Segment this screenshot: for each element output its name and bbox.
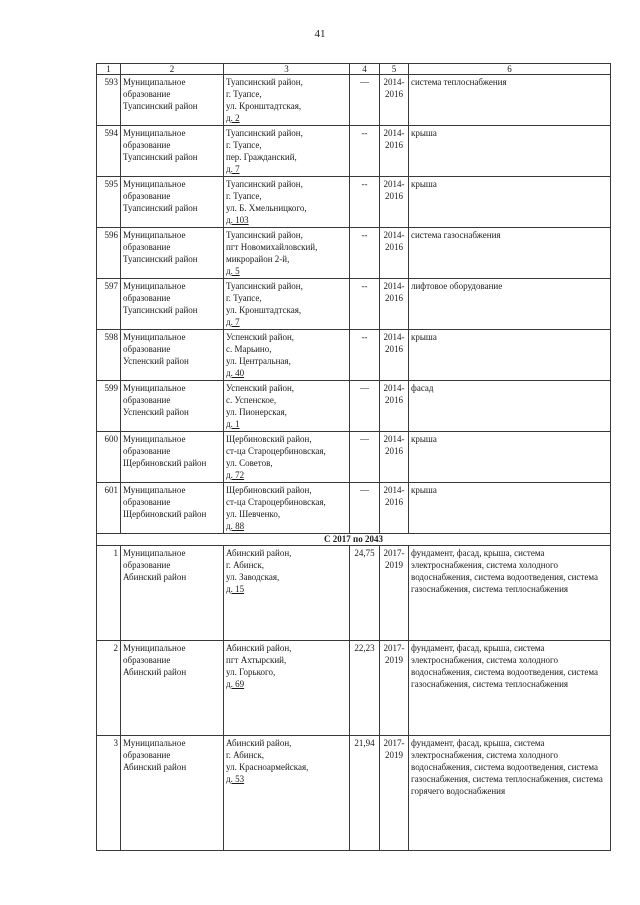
municipality-cell xyxy=(121,432,224,483)
address-cell xyxy=(224,228,350,279)
period-cell xyxy=(380,279,409,330)
period-cell xyxy=(380,546,409,641)
row-number-cell: 2 xyxy=(97,641,121,736)
municipality-cell xyxy=(121,641,224,736)
cell-line: д. 7 xyxy=(226,164,240,174)
cell-line: Муниципальное xyxy=(123,738,186,748)
cell-line: Туапсинский район, xyxy=(226,179,303,189)
row-number-cell: 595 xyxy=(97,177,121,228)
municipality-cell xyxy=(121,228,224,279)
cell-line: Абинский район xyxy=(123,572,187,582)
municipality-cell xyxy=(121,279,224,330)
cell-line: Абинский район, xyxy=(226,738,292,748)
cell-line: Муниципальное xyxy=(123,643,186,653)
cell-line: образование xyxy=(123,89,171,99)
works-cell: фасад xyxy=(409,381,611,432)
cell-line: Щербиновский район, xyxy=(226,434,312,444)
cell-line: 2016 xyxy=(385,395,403,405)
area-cell: 24,75 xyxy=(350,546,380,641)
cell-line: 2017- xyxy=(383,643,405,653)
municipality-cell xyxy=(121,177,224,228)
cell-line: ул. Горького, xyxy=(226,667,276,677)
cell-line: 2016 xyxy=(385,497,403,507)
cell-line: Туапсинский район, xyxy=(226,77,303,87)
cell-line: 2014- xyxy=(383,77,405,87)
cell-line: Щербиновский район xyxy=(123,458,207,468)
cell-line: д. 5 xyxy=(226,266,240,276)
area-cell: — xyxy=(350,432,380,483)
municipality-cell xyxy=(121,75,224,126)
period-cell xyxy=(380,432,409,483)
cell-line: Щербиновский район xyxy=(123,509,207,519)
table-row xyxy=(97,279,611,330)
cell-line: ул. Центральная, xyxy=(226,356,291,366)
cell-line: образование xyxy=(123,446,171,456)
cell-line: Абинский район, xyxy=(226,643,292,653)
row-number-cell: 601 xyxy=(97,483,121,534)
cell-line: Туапсинский район xyxy=(123,152,198,162)
cell-line: г. Абинск, xyxy=(226,750,265,760)
column-number: 2 xyxy=(121,64,224,75)
cell-line: 2016 xyxy=(385,293,403,303)
table-row xyxy=(97,381,611,432)
address-cell xyxy=(224,330,350,381)
table-row xyxy=(97,126,611,177)
works-cell: фундамент, фасад, крыша, система электроснабжения, система холодного водоснабжения, система водоотведения, система газоснабжения, система теплоснабжения xyxy=(409,546,611,641)
period-cell xyxy=(380,641,409,736)
period-cell xyxy=(380,75,409,126)
cell-line: 2017- xyxy=(383,548,405,558)
column-number: 6 xyxy=(409,64,611,75)
cell-line: ул. Шевченко, xyxy=(226,509,281,519)
cell-line: ул. Б. Хмельницкого, xyxy=(226,203,307,213)
cell-line: образование xyxy=(123,560,171,570)
address-cell xyxy=(224,177,350,228)
table-row xyxy=(97,432,611,483)
cell-line: Абинский район, xyxy=(226,548,292,558)
cell-line: ул. Заводская, xyxy=(226,572,280,582)
cell-line: 2016 xyxy=(385,89,403,99)
cell-line: д. 69 xyxy=(226,679,245,689)
municipality-cell xyxy=(121,381,224,432)
period-cell xyxy=(380,736,409,851)
municipality-cell xyxy=(121,483,224,534)
address-cell xyxy=(224,126,350,177)
works-cell: фундамент, фасад, крыша, система электроснабжения, система холодного водоснабжения, система водоотведения, система газоснабжения, система теплоснабжения xyxy=(409,641,611,736)
cell-line: Успенский район, xyxy=(226,383,295,393)
column-number: 3 xyxy=(224,64,350,75)
works-cell: крыша xyxy=(409,126,611,177)
cell-line: Муниципальное xyxy=(123,383,186,393)
cell-line: Муниципальное xyxy=(123,434,186,444)
area-cell: 22,23 xyxy=(350,641,380,736)
section-row xyxy=(97,534,611,546)
area-cell: -- xyxy=(350,228,380,279)
cell-line: Муниципальное xyxy=(123,485,186,495)
cell-line: Туапсинский район xyxy=(123,203,198,213)
cell-line: 2014- xyxy=(383,485,405,495)
row-number-cell: 599 xyxy=(97,381,121,432)
table-row xyxy=(97,736,611,851)
column-number-row xyxy=(97,64,611,75)
cell-line: образование xyxy=(123,140,171,150)
cell-line: Муниципальное xyxy=(123,281,186,291)
cell-line: образование xyxy=(123,293,171,303)
cell-line: 2016 xyxy=(385,140,403,150)
row-number-cell: 1 xyxy=(97,546,121,641)
table-row xyxy=(97,228,611,279)
cell-line: с. Успенское, xyxy=(226,395,277,405)
cell-line: Абинский район xyxy=(123,762,187,772)
cell-line: Туапсинский район, xyxy=(226,230,303,240)
works-cell: крыша xyxy=(409,330,611,381)
cell-line: г. Туапсе, xyxy=(226,293,262,303)
cell-line: Успенский район, xyxy=(226,332,295,342)
cell-line: Туапсинский район, xyxy=(226,281,303,291)
period-cell xyxy=(380,228,409,279)
cell-line: Муниципальное xyxy=(123,332,186,342)
row-number-cell: 593 xyxy=(97,75,121,126)
cell-line: 2019 xyxy=(385,560,403,570)
cell-line: г. Туапсе, xyxy=(226,140,262,150)
cell-line: д. 7 xyxy=(226,317,240,327)
works-cell: крыша xyxy=(409,432,611,483)
municipality-cell xyxy=(121,546,224,641)
cell-line: 2014- xyxy=(383,332,405,342)
cell-line: д. 103 xyxy=(226,215,249,225)
period-cell xyxy=(380,330,409,381)
cell-line: образование xyxy=(123,497,171,507)
cell-line: Туапсинский район, xyxy=(226,128,303,138)
table-row xyxy=(97,641,611,736)
cell-line: 2014- xyxy=(383,128,405,138)
table-row xyxy=(97,546,611,641)
cell-line: ст-ца Староцербиновская, xyxy=(226,446,326,456)
cell-line: Муниципальное xyxy=(123,77,186,87)
cell-line: г. Туапсе, xyxy=(226,191,262,201)
page-number: 41 xyxy=(314,28,326,40)
cell-line: 2016 xyxy=(385,446,403,456)
cell-line: Успенский район xyxy=(123,356,189,366)
area-cell: 21,94 xyxy=(350,736,380,851)
cell-line: Муниципальное xyxy=(123,230,186,240)
cell-line: д. 15 xyxy=(226,584,245,594)
cell-line: образование xyxy=(123,191,171,201)
column-number: 5 xyxy=(380,64,409,75)
cell-line: Муниципальное xyxy=(123,128,186,138)
cell-line: образование xyxy=(123,242,171,252)
cell-line: д. 72 xyxy=(226,470,245,480)
works-cell: фундамент, фасад, крыша, система электроснабжения, система холодного водоснабжения, система водоотведения, система газоснабжения, система теплоснабжения, система горячего водоснабжения xyxy=(409,736,611,851)
works-cell: система теплоснабжения xyxy=(409,75,611,126)
cell-line: д. 88 xyxy=(226,521,245,531)
cell-line: 2014- xyxy=(383,383,405,393)
cell-line: Туапсинский район xyxy=(123,101,198,111)
row-number-cell: 594 xyxy=(97,126,121,177)
cell-line: пгт Ахтырский, xyxy=(226,655,287,665)
cell-line: микрорайон 2-й, xyxy=(226,254,290,264)
cell-line: 2016 xyxy=(385,242,403,252)
works-cell: лифтовое оборудование xyxy=(409,279,611,330)
period-cell xyxy=(380,381,409,432)
cell-line: образование xyxy=(123,750,171,760)
cell-line: пер. Гражданский, xyxy=(226,152,297,162)
row-number-cell: 596 xyxy=(97,228,121,279)
works-cell: крыша xyxy=(409,483,611,534)
cell-line: 2014- xyxy=(383,281,405,291)
cell-line: образование xyxy=(123,655,171,665)
cell-line: 2014- xyxy=(383,179,405,189)
cell-line: ул. Кронштадтская, xyxy=(226,101,302,111)
address-cell xyxy=(224,279,350,330)
address-cell xyxy=(224,432,350,483)
cell-line: г. Абинск, xyxy=(226,560,265,570)
cell-line: ул. Пионерская, xyxy=(226,407,287,417)
cell-line: Щербиновский район, xyxy=(226,485,312,495)
period-cell xyxy=(380,177,409,228)
address-cell xyxy=(224,546,350,641)
row-number-cell: 3 xyxy=(97,736,121,851)
cell-line: образование xyxy=(123,344,171,354)
cell-line: 2014- xyxy=(383,434,405,444)
cell-line: г. Туапсе, xyxy=(226,89,262,99)
area-cell: — xyxy=(350,381,380,432)
cell-line: 2017- xyxy=(383,738,405,748)
address-cell xyxy=(224,75,350,126)
cell-line: с. Марьино, xyxy=(226,344,272,354)
row-number-cell: 600 xyxy=(97,432,121,483)
column-number: 1 xyxy=(97,64,121,75)
address-cell xyxy=(224,381,350,432)
municipality-cell xyxy=(121,736,224,851)
area-cell: -- xyxy=(350,126,380,177)
cell-line: Абинский район xyxy=(123,667,187,677)
cell-line: д. 2 xyxy=(226,113,240,123)
row-number-cell: 597 xyxy=(97,279,121,330)
works-cell: крыша xyxy=(409,177,611,228)
cell-line: ул. Советов, xyxy=(226,458,273,468)
address-cell xyxy=(224,483,350,534)
address-cell xyxy=(224,641,350,736)
table-row xyxy=(97,483,611,534)
area-cell: -- xyxy=(350,330,380,381)
cell-line: 2019 xyxy=(385,750,403,760)
cell-line: Туапсинский район xyxy=(123,305,198,315)
municipality-cell xyxy=(121,126,224,177)
row-number-cell: 598 xyxy=(97,330,121,381)
cell-line: Успенский район xyxy=(123,407,189,417)
works-cell: система газоснабжения xyxy=(409,228,611,279)
cell-line: ул. Красноармейская, xyxy=(226,762,309,772)
cell-line: Муниципальное xyxy=(123,179,186,189)
area-cell: -- xyxy=(350,279,380,330)
column-number: 4 xyxy=(350,64,380,75)
cell-line: д. 1 xyxy=(226,419,240,429)
municipality-cell xyxy=(121,330,224,381)
cell-line: ул. Кронштадтская, xyxy=(226,305,302,315)
cell-line: 2016 xyxy=(385,191,403,201)
cell-line: пгт Новомихайловский, xyxy=(226,242,318,252)
area-cell: — xyxy=(350,483,380,534)
cell-line: ст-ца Староцербиновская, xyxy=(226,497,326,507)
cell-line: 2014- xyxy=(383,230,405,240)
cell-line: д. 40 xyxy=(226,368,245,378)
address-cell xyxy=(224,736,350,851)
cell-line: образование xyxy=(123,395,171,405)
table-row xyxy=(97,75,611,126)
cell-line: Муниципальное xyxy=(123,548,186,558)
cell-line: Туапсинский район xyxy=(123,254,198,264)
period-cell xyxy=(380,126,409,177)
cell-line: д. 53 xyxy=(226,774,245,784)
section-title: С 2017 по 2043 xyxy=(97,534,611,546)
table-row xyxy=(97,330,611,381)
area-cell: -- xyxy=(350,177,380,228)
table-row xyxy=(97,177,611,228)
cell-line: 2016 xyxy=(385,344,403,354)
period-cell xyxy=(380,483,409,534)
area-cell: — xyxy=(350,75,380,126)
cell-line: 2019 xyxy=(385,655,403,665)
housing-register-table xyxy=(96,63,611,851)
